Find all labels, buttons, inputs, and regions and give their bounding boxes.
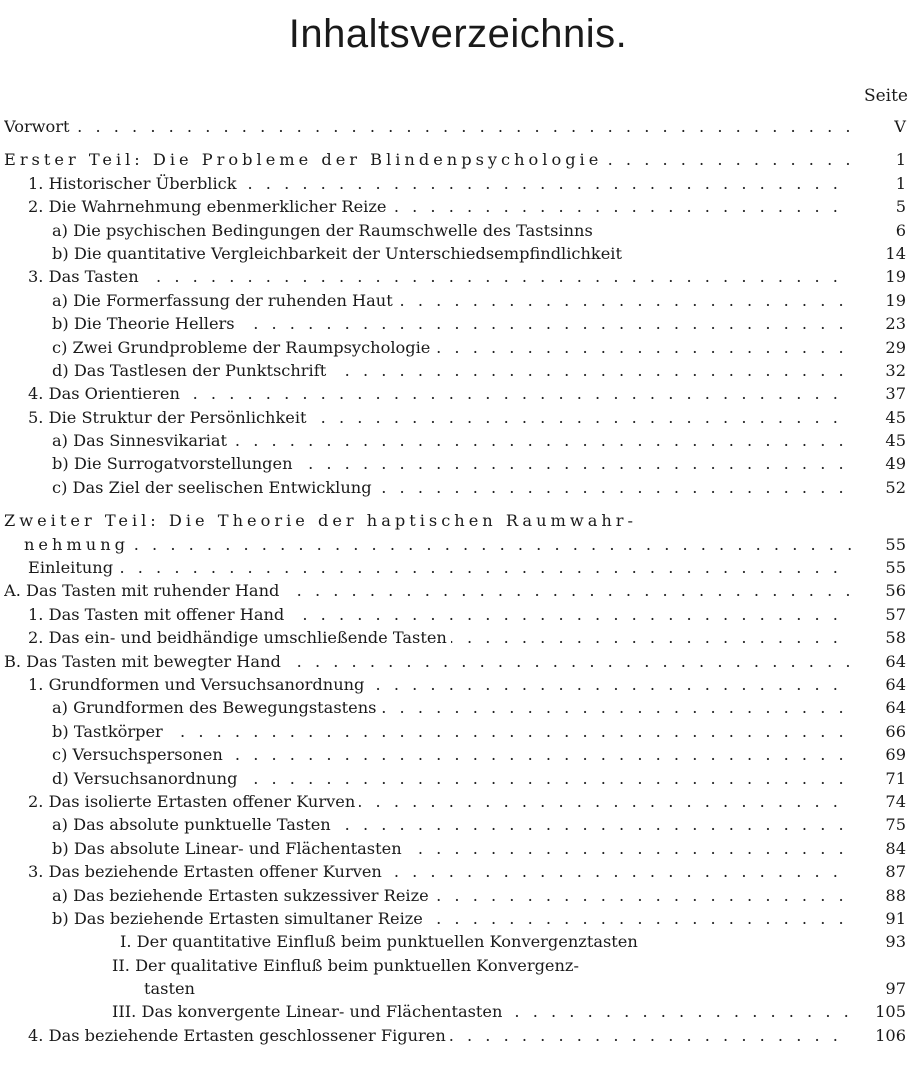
toc-entry: 2. Das ein- und beidhändige umschließende Tasten . . . 58 [0, 626, 916, 649]
page-number: 64 [885, 651, 906, 671]
toc-section-b: B. Das Tasten mit bewegter Hand . . . 64 [0, 650, 916, 673]
page-number: 84 [885, 838, 906, 858]
page-number: 71 [885, 768, 906, 788]
toc-entry: 3. Das Tasten . . . 19 [0, 265, 916, 288]
toc-section-a: A. Das Tasten mit ruhender Hand . . . 56 [0, 579, 916, 602]
page-number: 97 [885, 979, 906, 999]
page-number: 49 [885, 454, 906, 474]
toc-entry: 1. Das Tasten mit offener Hand . . . 57 [0, 603, 916, 626]
page-number: 64 [885, 674, 906, 694]
page-number: 55 [885, 534, 906, 554]
page-number: 45 [885, 407, 906, 427]
toc-entry: I. Der quantitative Einfluß beim punktuellen Konvergenztasten 93 [0, 930, 916, 953]
toc-entry: 1. Grundformen und Versuchsanordnung . . . 64 [0, 673, 916, 696]
toc-entry-vorwort: Vorwort . . . V [0, 115, 916, 138]
page-number: 87 [885, 862, 906, 882]
toc-entry: a) Grundformen des Bewegungstastens . . . 64 [0, 696, 916, 719]
page-number: 1 [895, 173, 906, 193]
toc-entry: 2. Das isolierte Ertasten offener Kurven . . . 74 [0, 790, 916, 813]
page-number: 57 [885, 604, 906, 624]
page-number: 5 [895, 197, 906, 217]
page-number: 88 [885, 885, 906, 905]
page-number: 1 [895, 150, 906, 170]
page-number: 106 [875, 1025, 906, 1045]
page-number: 74 [885, 791, 906, 811]
toc-entry: 1. Historischer Überblick . . . 1 [0, 172, 916, 195]
toc-entry: 4. Das Orientieren . . . 37 [0, 382, 916, 405]
toc-entry: 5. Die Struktur der Persönlichkeit . . . 45 [0, 406, 916, 429]
page-number: 23 [885, 314, 906, 334]
page-number: 66 [885, 721, 906, 741]
toc-entry-continued: tasten 97 [0, 977, 916, 1000]
page-number: 32 [885, 360, 906, 380]
toc-entry: d) Das Tastlesen der Punktschrift . . . 32 [0, 359, 916, 382]
toc-entry: a) Das beziehende Ertasten sukzessiver Reize . . . 88 [0, 884, 916, 907]
table-of-contents [0, 115, 916, 1047]
page-column-header: Seite [863, 86, 908, 106]
toc-entry: a) Die psychischen Bedingungen der Raumschwelle des Tastsinns 6 [0, 219, 916, 242]
toc-entry: III. Das konvergente Linear- und Flächentasten . . . 105 [0, 1000, 916, 1023]
page-number: 6 [895, 220, 906, 240]
toc-entry: b) Die quantitative Vergleichbarkeit der Unterschiedsempfindlichkeit 14 [0, 242, 916, 265]
page-number: 69 [885, 745, 906, 765]
toc-entry: II. Der qualitative Einfluß beim punktuellen Konvergenz- [0, 954, 916, 977]
toc-entry: a) Das Sinnesvikariat . . . 45 [0, 429, 916, 452]
page-number: 14 [885, 243, 906, 263]
page-number: 93 [885, 932, 906, 952]
toc-entry: c) Das Ziel der seelischen Entwicklung . . . 52 [0, 476, 916, 499]
toc-entry: 4. Das beziehende Ertasten geschlossener Figuren . . . 106 [0, 1024, 916, 1047]
toc-entry: 2. Die Wahrnehmung ebenmerklicher Reize . . . 5 [0, 195, 916, 218]
page-number: 91 [885, 908, 906, 928]
toc-entry: b) Das absolute Linear- und Flächentasten . . . 84 [0, 837, 916, 860]
page-number: 29 [885, 337, 906, 357]
toc-part-2-continued: nehmung . . . 55 [0, 533, 916, 556]
page-number: 105 [875, 1002, 906, 1022]
page-number: 37 [885, 384, 906, 404]
page-number: V [894, 117, 906, 136]
toc-entry: d) Versuchsanordnung . . . 71 [0, 767, 916, 790]
toc-part-1: Erster Teil: Die Probleme der Blindenpsychologie . . . 1 [0, 148, 916, 171]
page-number: 45 [885, 431, 906, 451]
page-title: Inhaltsverzeichnis. [288, 12, 628, 56]
toc-entry: b) Die Surrogatvorstellungen . . . 49 [0, 452, 916, 475]
toc-part-2: Zweiter Teil: Die Theorie der haptischen Raumwahr- [0, 509, 916, 532]
page-number: 55 [885, 558, 906, 578]
page-number: 64 [885, 698, 906, 718]
toc-entry: a) Das absolute punktuelle Tasten . . . 75 [0, 813, 916, 836]
page-number: 75 [885, 815, 906, 835]
page-number: 52 [885, 477, 906, 497]
toc-entry: 3. Das beziehende Ertasten offener Kurven . . . 87 [0, 860, 916, 883]
toc-entry: b) Tastkörper . . . 66 [0, 720, 916, 743]
page-number: 19 [885, 267, 906, 287]
page-number: 58 [885, 628, 906, 648]
toc-entry: b) Das beziehende Ertasten simultaner Reize . . . 91 [0, 907, 916, 930]
page-number: 19 [885, 290, 906, 310]
toc-entry: b) Die Theorie Hellers . . . 23 [0, 312, 916, 335]
page-number: 56 [885, 581, 906, 601]
toc-entry: Einleitung . . . 55 [0, 556, 916, 579]
toc-entry: c) Zwei Grundprobleme der Raumpsychologie . . . 29 [0, 336, 916, 359]
toc-entry: c) Versuchspersonen . . . 69 [0, 743, 916, 766]
toc-entry: a) Die Formerfassung der ruhenden Haut . . . 19 [0, 289, 916, 312]
